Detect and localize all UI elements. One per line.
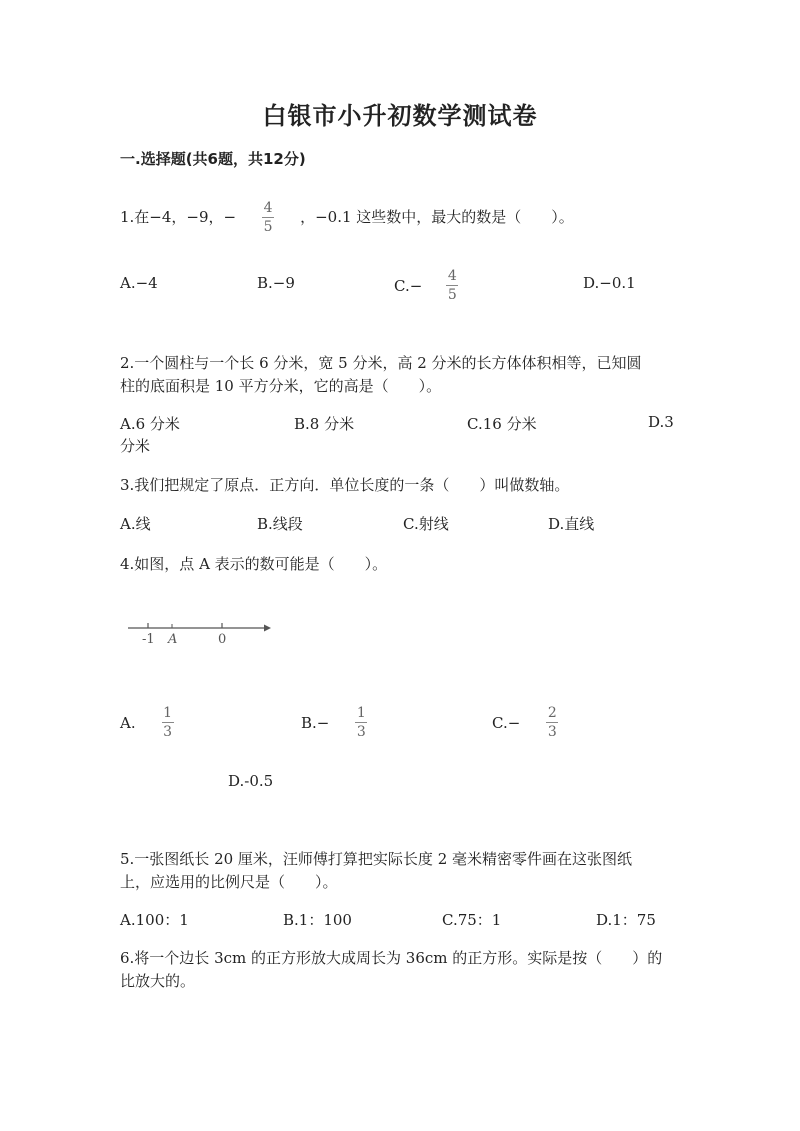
fraction-denominator: 5 (447, 287, 457, 303)
question-5-line-1: 5.一张图纸长 20 厘米，汪师傅打算把实际长度 2 毫米精密零件画在这张图纸 (120, 850, 633, 868)
fraction-bar (355, 722, 367, 723)
question-1-text-a: 1.在−4，−9，− (120, 208, 237, 226)
number-line-arrowhead (264, 625, 271, 632)
fraction-denominator: 3 (356, 724, 366, 740)
question-3-text: 3.我们把规定了原点．正方向．单位长度的一条（ ）叫做数轴。 (120, 476, 570, 494)
fraction-numerator: 2 (547, 705, 557, 721)
fraction-bar (162, 722, 174, 723)
option-b-prefix: B.− (301, 713, 330, 732)
question-5-line-2: 上，应选用的比例尺是（ ）。 (120, 873, 338, 891)
question-2-option-a[interactable]: A.6 分米 (120, 415, 180, 433)
question-1-option-c[interactable] (394, 268, 458, 303)
question-1-text-b: ，−0.1 这些数中，最大的数是（ ）。 (300, 208, 574, 226)
question-3-option-a[interactable]: A.线 (120, 515, 151, 533)
question-5-option-a[interactable]: A.100：1 (120, 911, 189, 929)
question-1-option-d[interactable]: D.−0.1 (583, 274, 636, 292)
section-heading: 一.选择题(共6题，共12分) (120, 150, 306, 168)
fraction-numerator: 1 (356, 705, 366, 721)
option-c-fraction (446, 268, 458, 303)
question-3-option-d[interactable]: D.直线 (548, 515, 595, 533)
page-title: 白银市小升初数学测试卷 (262, 102, 538, 130)
question-4-option-d[interactable]: D.-0.5 (228, 772, 274, 790)
option-c-fraction (546, 705, 558, 740)
number-line-label-a: A (168, 632, 178, 647)
question-2-option-d[interactable]: D.3 (648, 413, 674, 431)
question-1-option-b[interactable]: B.−9 (257, 274, 295, 292)
question-1 (120, 200, 574, 235)
question-2-option-d-continued: 分米 (120, 437, 151, 455)
question-1-fraction (262, 200, 274, 235)
fraction-bar (446, 285, 458, 286)
question-2-line-2: 柱的底面积是 10 平方分米，它的高是（ ）。 (120, 377, 442, 395)
number-line-figure (126, 612, 276, 652)
question-4-option-b[interactable] (301, 705, 367, 740)
question-3-option-c[interactable]: C.射线 (403, 515, 449, 533)
fraction-numerator: 4 (447, 268, 457, 284)
question-1-option-a[interactable]: A.−4 (120, 274, 158, 292)
question-4-option-c[interactable] (492, 705, 558, 740)
option-c-prefix: C.− (394, 276, 423, 295)
number-line-label-0: 0 (218, 632, 227, 647)
number-line-label-minus1: -1 (142, 632, 155, 647)
question-2-option-b[interactable]: B.8 分米 (294, 415, 355, 433)
fraction-numerator: 1 (163, 705, 173, 721)
option-a-prefix: A. (120, 713, 136, 732)
fraction-numerator: 4 (263, 200, 273, 216)
question-4-option-a[interactable] (120, 705, 174, 740)
option-b-fraction (355, 705, 367, 740)
question-6-line-2: 比放大的。 (120, 972, 196, 990)
fraction-bar (546, 722, 558, 723)
option-c-prefix: C.− (492, 713, 521, 732)
fraction-bar (262, 217, 274, 218)
question-5-option-d[interactable]: D.1：75 (596, 911, 656, 929)
question-6-line-1: 6.将一个边长 3cm 的正方形放大成周长为 36cm 的正方形。实际是按（ ）的 (120, 949, 663, 967)
fraction-denominator: 5 (263, 219, 273, 235)
question-5-option-b[interactable]: B.1：100 (283, 911, 352, 929)
question-2-line-1: 2.一个圆柱与一个长 6 分米，宽 5 分米，高 2 分米的长方体体积相等，已知圆 (120, 354, 642, 372)
question-2-option-c[interactable]: C.16 分米 (467, 415, 537, 433)
option-a-fraction (162, 705, 174, 740)
question-5-option-c[interactable]: C.75：1 (442, 911, 502, 929)
question-4-text: 4.如图，点 A 表示的数可能是（ ）。 (120, 555, 388, 573)
question-3-option-b[interactable]: B.线段 (257, 515, 303, 533)
fraction-denominator: 3 (547, 724, 557, 740)
fraction-denominator: 3 (163, 724, 173, 740)
